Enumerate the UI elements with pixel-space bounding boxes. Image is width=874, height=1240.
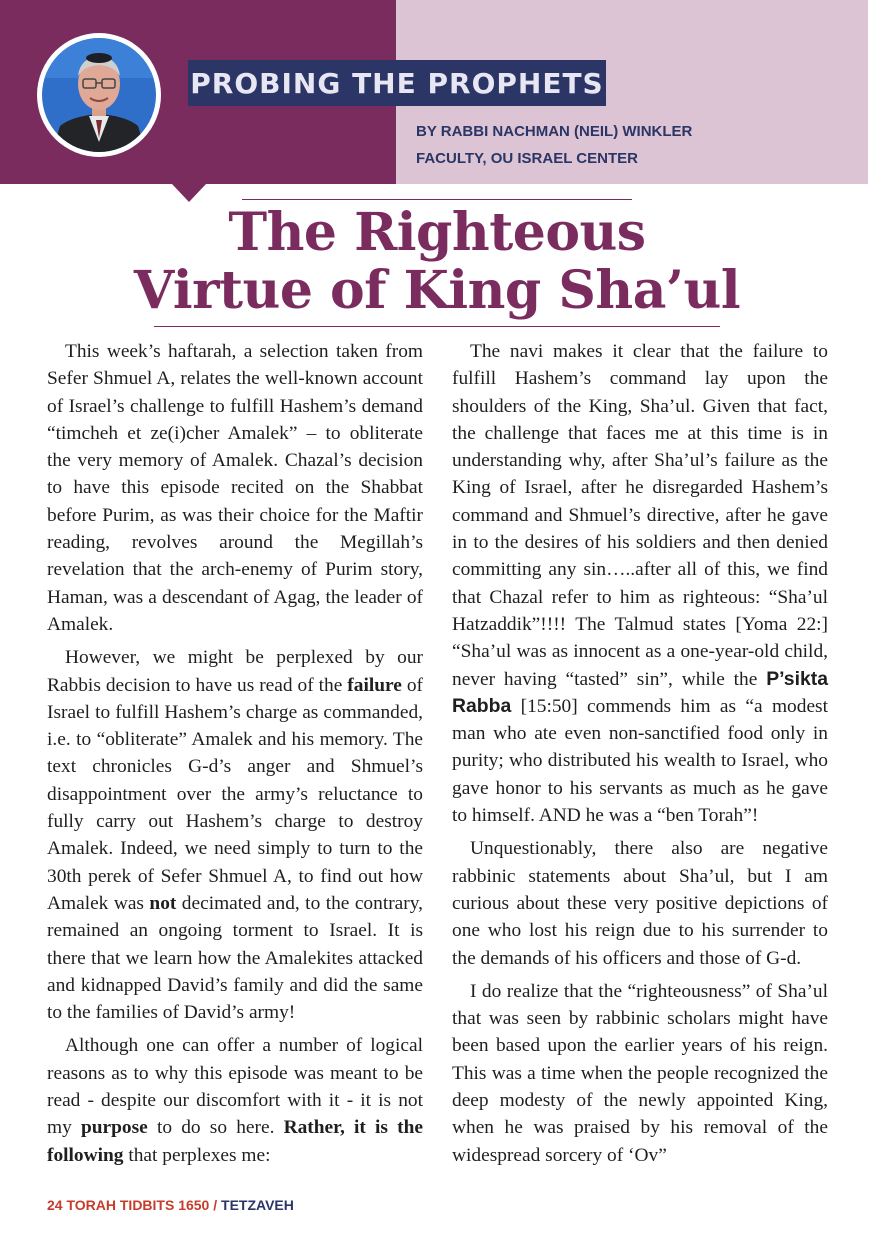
footer-separator: / — [209, 1197, 222, 1213]
paragraph-text: decimated and, to the contrary, remained an ongoing torment to Israel. It is there that we learn how the Amalekites attacked and kidnapped David’s family and did the same to the families of David’s army! — [47, 892, 424, 1024]
author-photo — [42, 38, 156, 152]
byline-author: BY RABBI NACHMAN (NEIL) WINKLER — [416, 123, 693, 140]
column-title: PROBING THE PROPHETS — [188, 60, 606, 106]
paragraph-text: Although one can offer a number of logical reasons as to why this episode was meant to be read - despite our discomfort with it - it is not my — [47, 1035, 423, 1139]
paragraph — [47, 1032, 423, 1168]
paragraph — [452, 338, 828, 829]
emphasis-not: not — [149, 892, 177, 914]
emphasis-psikta-rabba: P’sikta Rabba — [452, 667, 828, 717]
paragraph — [47, 644, 423, 1026]
paragraph-text: [15:50] commends him as “a modest man who ate even non-sanctified food only in purity; who distributed his wealth to Israel, who gave honor to his servants as much as he gave to himself. AND he was a “ben Torah”! — [452, 695, 828, 827]
paragraph-text: of Israel to fulfill Hashem’s charge as commanded, i.e. to “obliterate” Amalek and his memory. The text chronicles G-d’s anger and Shmuel’s disappointment over the army’s reluctance to fully carry out Hashem’s charge to destroy Amalek. Indeed, we need simply to turn to the 30th perek of Sefer Shmuel A, to find out how Amalek was — [47, 674, 423, 914]
emphasis-failure: failure — [347, 674, 402, 696]
title-rule-top — [242, 199, 632, 200]
paragraph: I do realize that the “righteousness” of Sha’ul that was seen by rabbinic scholars might have been based upon the earlier years of his reign. This was a time when the people recognized the deep modesty of the newly appointed King, when he was praised by his removal of the widespread sorcery of ‘Ov” — [452, 980, 828, 1166]
paragraph-text: to do so here. — [147, 1117, 284, 1139]
article-column-left — [47, 338, 423, 1175]
article-title-line1: The Righteous — [228, 202, 646, 263]
paragraph: This week’s haftarah, a selection taken from Sefer Shmuel A, relates the well-known account of Israel’s challenge to fulfill Hashem’s demand “timcheh et ze(i)cher Amalek” – to obliterate the very memory of Amalek. Chazal’s decision to have this episode recited on the Shabbat before Purim, as was their choice for the Maftir reading, revolves around the Megillah’s revelation that the arch-enemy of Purim story, Haman, was a descendant of Agag, the leader of Amalek. — [47, 341, 423, 635]
emphasis-purpose: purpose — [80, 1117, 148, 1139]
byline — [416, 118, 692, 172]
paragraph-text: However, we might be perplexed by our Rabbis decision to have us read of the — [47, 647, 423, 696]
article-column-right — [452, 338, 828, 1175]
byline-affiliation: FACULTY, OU ISRAEL CENTER — [416, 150, 638, 167]
article-title — [60, 204, 814, 320]
article-title-line2: Virtue of King Sha’ul — [133, 260, 741, 321]
paragraph: Unquestionably, there also are negative rabbinic statements about Sha’ul, but I am curious about these very positive depictions of one who lost his reign due to his surrender to the demands of his officers and those of G-d. — [452, 838, 828, 969]
title-rule-bottom — [154, 326, 720, 327]
footer-page-info: 24 TORAH TIDBITS 1650 — [47, 1197, 210, 1213]
paragraph-text: The navi makes it clear that the failure to fulfill Hashem’s command lay upon the shoulders of the King, Sha’ul. Given that fact, the challenge that faces me at this time is in understanding why, after Sha’ul’s failure as the King of Israel, after he disregarded Hashem’s command and Shmuel’s directive, after he gave in to the desires of his soldiers and then denied committing any sin…..after all of this, we find that Chazal refer to him as righteous: “Sha’ul Hatzaddik”!!!! The Talmud states [Yoma 22:] “Sha’ul was as innocent as a one-year-old child, never having “tasted” sin”, while the — [452, 341, 828, 690]
page-footer — [47, 1197, 294, 1213]
emphasis-rather: Rather, it is the following — [47, 1117, 423, 1166]
paragraph-text: that perplexes me: — [123, 1144, 271, 1166]
footer-parsha: TETZAVEH — [221, 1197, 294, 1213]
banner-pointer — [172, 184, 206, 202]
